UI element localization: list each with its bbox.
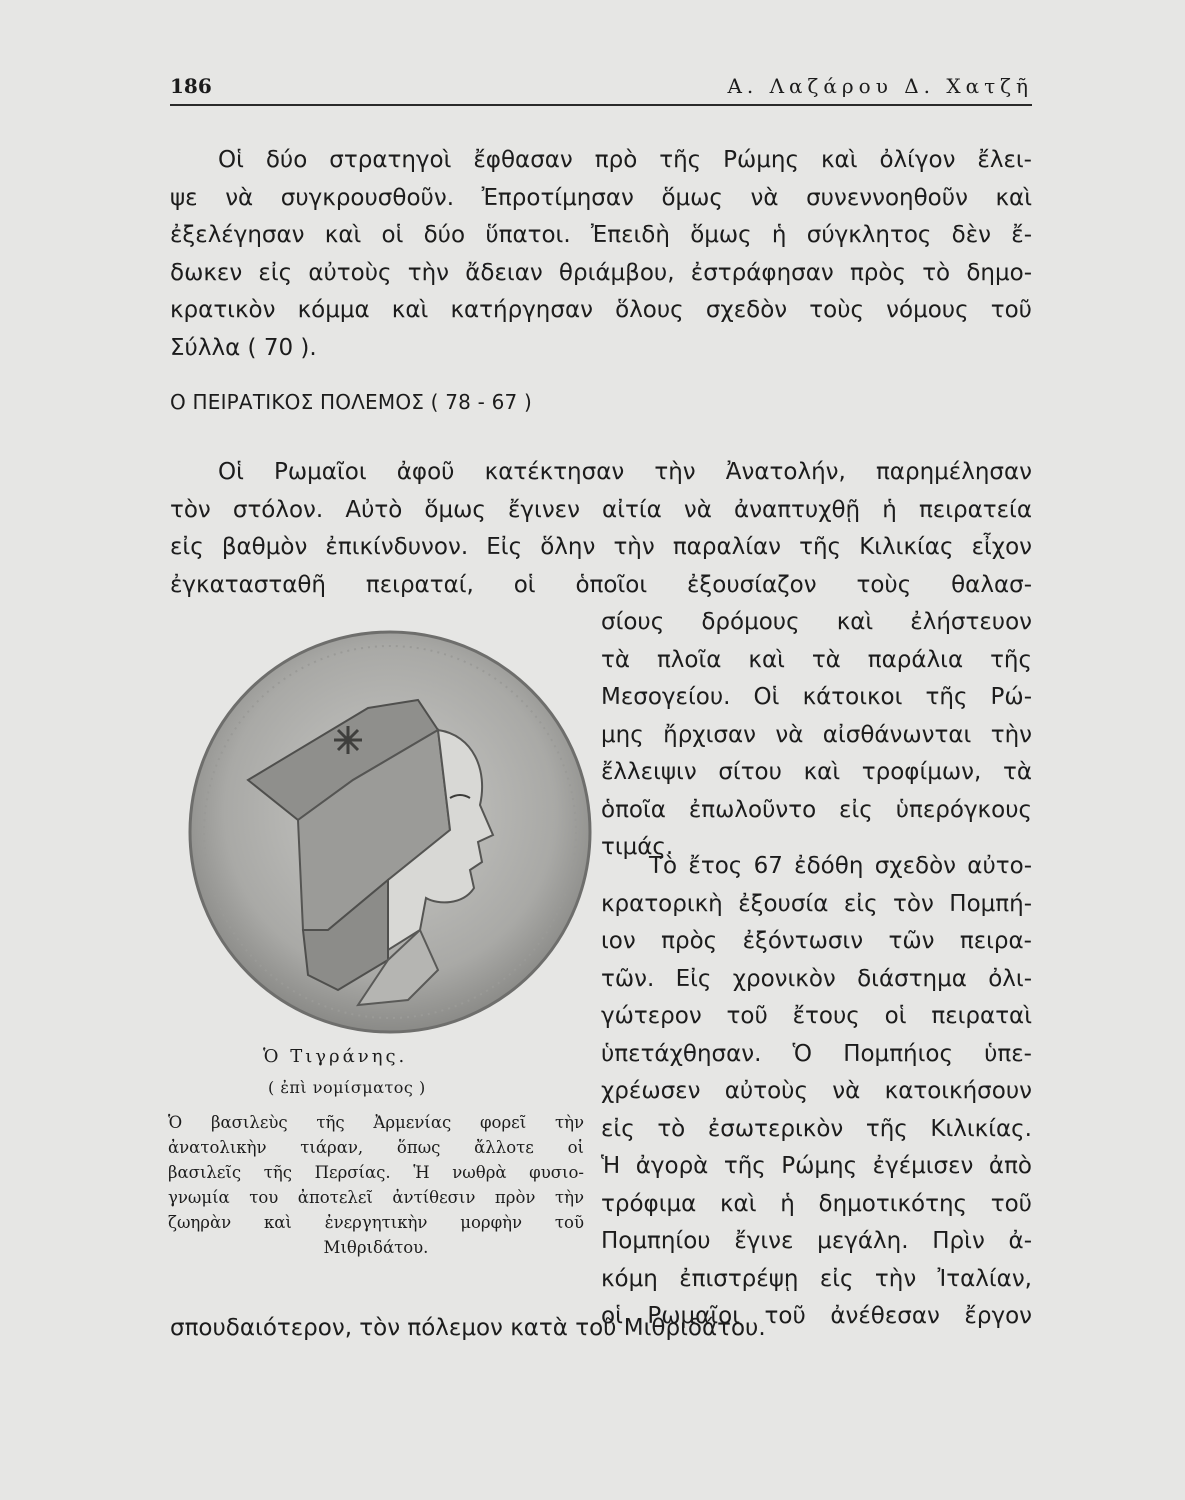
text-line: ἐγκατασταθῆ πειραταί, οἱ ὁποῖοι ἐξουσίαζον τοὺς θαλασ- [170,571,1032,598]
text-line: Τὸ ἔτος 67 ἐδόθη σχεδὸν αὐτο- [649,853,1032,879]
text-line: Μεσογείου. Οἱ κάτοικοι τῆς Ρώ- [601,684,1032,710]
text-line: ζωηρὰν καὶ ἐνεργητικὴν μορφὴν τοῦ [168,1213,584,1232]
text-line: ιον πρὸς ἐξόντωσιν τῶν πειρα- [601,928,1032,954]
paragraph-pompey-column [601,848,1032,1336]
paragraph-pompey-end [170,1310,1032,1348]
text-line: εἰς βαθμὸν ἐπικίνδυνον. Εἰς ὅλην τὴν παραλίαν τῆς Κιλικίας εἶχον [170,534,1032,560]
text-line: τιμάς. [601,834,674,860]
text-line: ἀνατολικὴν τιάραν, ὅπως ἄλλοτε οἱ [168,1138,584,1157]
text-line: μης ἤρχισαν νὰ αἰσθάνωνται τὴν [601,721,1032,748]
tigranes-coin-icon [188,630,592,1034]
text-line: ὁποῖα ἐπωλοῦντο εἰς ὑπερόγκους [601,796,1032,823]
figure-caption-title: Ὁ Τιγράνης. [263,1046,408,1067]
text-line: οἱ Ρωμαῖοι τοῦ ἀνέθεσαν ἔργον [601,1303,1032,1329]
text-line: κρατικὸν κόμμα καὶ κατήργησαν ὅλους σχεδὸν τοὺς νόμους τοῦ [170,297,1032,323]
text-line: τὰ πλοῖα καὶ τὰ παράλια τῆς [601,646,1032,673]
text-line: κόμη ἐπιστρέψῃ εἰς τὴν Ἰταλίαν, [601,1265,1032,1292]
text-line: ἔλλειψιν σίτου καὶ τροφίμων, τὰ [601,759,1032,785]
figure-caption-subtitle: ( ἐπὶ νομίσματος ) [268,1078,426,1097]
text-line: σπουδαιότερον, τὸν πόλεμον κατὰ τοῦ Μιθριδάτου. [170,1315,766,1341]
paragraph-piracy-full [170,454,1032,604]
text-line: Ὁ βασιλεὺς τῆς Ἀρμενίας φορεῖ τὴν [168,1113,584,1132]
text-line: εἰς τὸ ἐσωτερικὸν τῆς Κιλικίας. [601,1115,1032,1142]
text-line: σίους δρόμους καὶ ἐλήστευον [601,609,1032,635]
text-line: γνωμία του ἀποτελεῖ ἀντίθεσιν πρὸν τὴν [168,1188,584,1207]
text-line: δωκεν εἰς αὐτοὺς τὴν ἄδειαν θριάμβου, ἐστράφησαν πρὸς τὸ δημο- [170,259,1032,286]
text-line: Οἱ δύο στρατηγοὶ ἔφθασαν πρὸ τῆς Ρώμης καὶ ὀλίγον ἔλει- [218,147,1032,173]
running-head: Α. Λαζάρου Δ. Χατζῆ [727,74,1033,98]
text-line: χρέωσεν αὐτοὺς νὰ κατοικήσουν [601,1078,1032,1104]
text-line: τρόφιμα καὶ ἡ δημοτικότης τοῦ [601,1190,1032,1217]
paragraph-intro [170,142,1032,367]
text-line: ὑπετάχθησαν. Ὁ Πομπήιος ὑπε- [601,1040,1032,1067]
text-line: τῶν. Εἰς χρονικὸν διάστημα ὀλι- [601,965,1032,992]
header-rule [170,104,1032,106]
text-line: ψε νὰ συγκρουσθοῦν. Ἐπροτίμησαν ὅμως νὰ συνεννοηθοῦν καὶ [170,184,1032,211]
page-number: 186 [170,74,212,98]
text-line: Μιθριδάτου. [323,1238,429,1257]
text-line: Ἡ ἀγορὰ τῆς Ρώμης ἐγέμισεν ἀπὸ [601,1153,1032,1179]
text-line: τὸν στόλον. Αὐτὸ ὅμως ἔγινεν αἰτία νὰ ἀναπτυχθῇ ἡ πειρατεία [170,496,1032,523]
text-line: κρατορικὴ ἐξουσία εἰς τὸν Πομπή- [601,890,1032,917]
text-line: Οἱ Ρωμαῖοι ἀφοῦ κατέκτησαν τὴν Ἀνατολήν, παρημέλησαν [218,459,1032,485]
text-line: Πομπηίου ἔγινε μεγάλη. Πρὶν ἀ- [601,1228,1032,1254]
text-line: ἐξελέγησαν καὶ οἱ δύο ὕπατοι. Ἐπειδὴ ὅμως ἡ σύγκλητος δὲν ἔ- [170,222,1032,248]
text-line: βασιλεῖς τῆς Περσίας. Ἡ νωθρὰ φυσιο- [168,1163,584,1182]
text-line: γώτερον τοῦ ἔτους οἱ πειραταὶ [601,1003,1032,1029]
section-heading: Ο ΠΕΙΡΑΤΙΚΟΣ ΠΟΛΕΜΟΣ ( 78 - 67 ) [170,390,533,414]
text-line: Σύλλα ( 70 ). [170,334,317,361]
figure-caption-text [168,1110,584,1260]
paragraph-piracy-column [601,604,1032,867]
